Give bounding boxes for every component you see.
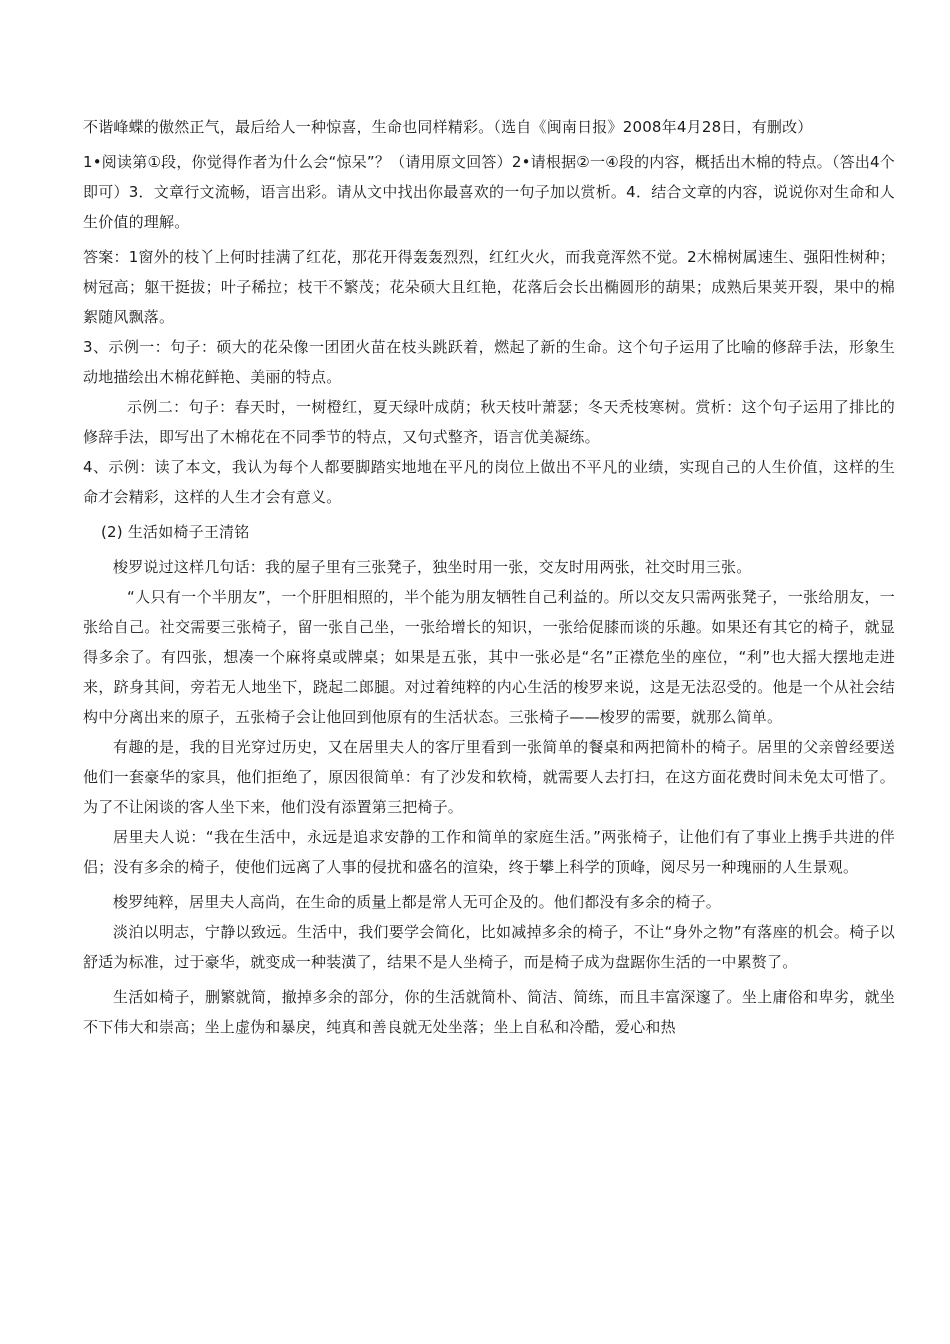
essay-paragraph-1: 梭罗说过这样几句话：我的屋子里有三张凳子，独坐时用一张，交友时用两张，社交时用三张。 [113, 558, 752, 576]
questions-paragraph: 1•阅读第①段，你觉得作者为什么会“惊呆”？（请用原文回答）2•请根据②一④段的内容，概括出木棉的特点。（答出4个即可）3．文章行文流畅，语言出彩。请从文中找出你最喜欢的一句子加以赏析。4．结合文章的内容，说说你对生命和人生价值的理解。 [83, 153, 895, 231]
essay-paragraph-4: 居里夫人说：“我在生活中，永远是追求安静的工作和简单的家庭生活。”两张椅子，让他们有了事业上携手共进的伴侣；没有多余的椅子，使他们远离了人事的侵扰和盛名的渲染，终于攀上科学的顶峰，阅尽另一种瑰丽的人生景观。 [83, 828, 895, 876]
intro-tail-paragraph: 不谐峰蝶的傲然正气，最后给人一种惊喜，生命也同样精彩。（选自《闽南日报》2008年4月28日，有删改） [83, 118, 813, 136]
essay-paragraph-2: “人只有一个半朋友”，一个肝胆相照的，半个能为朋友牺牲自己利益的。所以交友只需两张凳子，一张给朋友，一张给自己。社交需要三张椅子，留一张自己坐，一张给增长的知识，一张给促膝而谈的乐趣。如果还有其它的椅子，就显得多余了。有四张，想凑一个麻将桌或牌桌；如果是五张，其中一张必是“名”正襟危坐的座位，“利”也大摇大摆地走进来，跻身其间，旁若无人地坐下，跷起二郎腿。对过着纯粹的内心生活的梭罗来说，这是无法忍受的。他是一个从社会结构中分离出来的原子，五张椅子会让他回到他原有的生活状态。三张椅子——梭罗的需要，就那么简单。 [83, 588, 895, 726]
answer-3-example-1: 3、示例一：句子：硕大的花朵像一团团火苗在枝头跳跃着，燃起了新的生命。这个句子运用了比喻的修辞手法，形象生动地描绘出木棉花鲜艳、美丽的特点。 [83, 338, 895, 386]
essay-paragraph-3: 有趣的是，我的目光穿过历史，又在居里夫人的客厅里看到一张简单的餐桌和两把简朴的椅子。居里的父亲曾经要送他们一套豪华的家具，他们拒绝了，原因很简单：有了沙发和软椅，就需要人去打扫，在这方面花费时间未免太可惜了。为了不让闲谈的客人坐下来，他们没有添置第三把椅子。 [83, 738, 895, 816]
answer-4-paragraph: 4、示例：读了本文，我认为每个人都要脚踏实地地在平凡的岗位上做出不平凡的业绩，实现自己的人生价值，这样的生命才会精彩，这样的人生才会有意义。 [83, 458, 895, 506]
essay-paragraph-5: 梭罗纯粹，居里夫人高尚，在生命的质量上都是常人无可企及的。他们都没有多余的椅子。 [113, 893, 722, 911]
essay-paragraph-7: 生活如椅子，删繁就简，撤掉多余的部分，你的生活就简朴、简洁、简练，而且丰富深邃了。坐上庸俗和卑劣，就坐不下伟大和崇高；坐上虚伪和暴戾，纯真和善良就无处坐落；坐上自私和冷酷，爱心和热 [83, 988, 895, 1036]
section-heading: (2) 生活如椅子王清铭 [101, 523, 250, 541]
answer-3-example-2: 示例二：句子：春天时，一树橙红，夏天绿叶成荫；秋天枝叶萧瑟；冬天秃枝寒树。赏析：这个句子运用了排比的修辞手法，即写出了木棉花在不同季节的特点，又句式整齐，语言优美凝练。 [83, 398, 895, 446]
essay-paragraph-6: 淡泊以明志，宁静以致远。生活中，我们要学会简化，比如减掉多余的椅子，不让“身外之物”有落座的机会。椅子以舒适为标准，过于豪华，就变成一种装潢了，结果不是人坐椅子，而是椅子成为盘踞你生活的一中累赘了。 [83, 923, 895, 971]
answer-1-2-paragraph: 答案：1窗外的枝丫上何时挂满了红花，那花开得轰轰烈烈，红红火火，而我竟浑然不觉。2木棉树属速生、强阳性树种；树冠高；躯干挺拔；叶子稀拉；枝干不繁茂；花朵硕大且红艳，花落后会长出椭圆形的葫果；成熟后果荚开裂，果中的棉絮随风飘落。 [83, 248, 895, 326]
document-page [83, 112, 895, 1042]
